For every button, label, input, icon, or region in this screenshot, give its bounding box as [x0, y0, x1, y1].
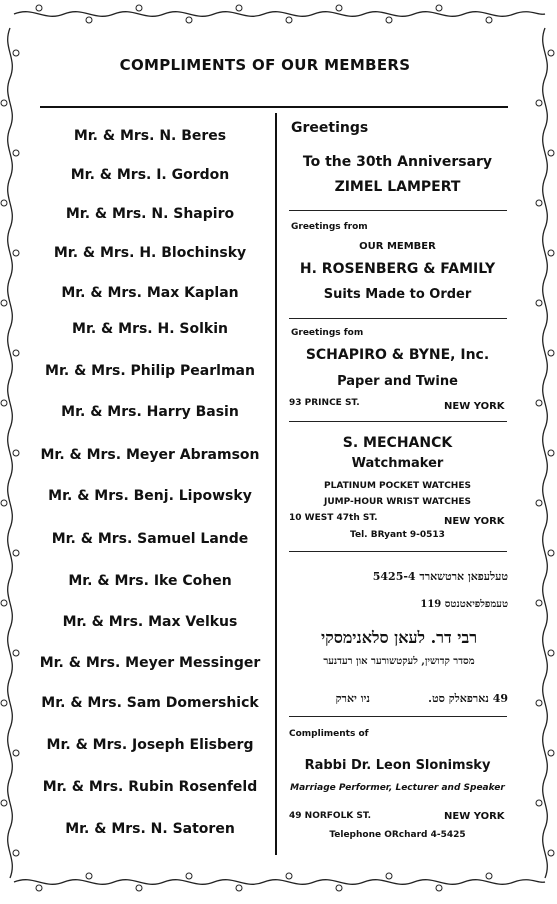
ad-line: OUR MEMBER [359, 241, 436, 252]
ad-line: ZIMEL LAMPERT [334, 179, 461, 195]
ad-city: ניו יארק [335, 692, 370, 705]
ad-greeting: Greetings [291, 120, 369, 136]
ad-tagline: Suits Made to Order [323, 287, 472, 302]
ad-divider [289, 318, 507, 319]
ad-line: מסדר קדושין, לעקטשורער און רעדנער [323, 656, 475, 667]
ad-divider [289, 716, 507, 717]
member-name: Mr. & Mrs. Joseph Elisberg [46, 737, 254, 753]
member-name: Mr. & Mrs. Meyer Messinger [39, 655, 261, 671]
ad-phone: Tel. BRyant 9-0513 [350, 530, 445, 540]
member-name: Mr. & Mrs. N. Shapiro [65, 206, 235, 222]
member-name: Mr. & Mrs. Sam Domershick [41, 695, 259, 711]
ad-address: 49 נארפאלק סט. [428, 692, 508, 705]
member-name: Mr. & Mrs. N. Beres [73, 128, 227, 144]
ad-tagline: Paper and Twine [337, 374, 458, 389]
member-name: Mr. & Mrs. Max Kaplan [61, 285, 239, 301]
ad-divider [289, 421, 507, 422]
ad-city: NEW YORK [444, 811, 505, 822]
ad-divider [289, 210, 507, 211]
ad-address: טעמפלפיאטנטס 119 [420, 599, 508, 610]
ad-tagline: Watchmaker [351, 456, 444, 471]
border-vine-left [8, 28, 13, 878]
ad-business-name: H. ROSENBERG & FAMILY [299, 261, 496, 277]
title-divider [40, 106, 508, 108]
ad-line: Marriage Performer, Lecturer and Speaker [290, 783, 505, 793]
member-name: Mr. & Mrs. Max Velkus [62, 614, 238, 630]
ad-line: PLATINUM POCKET WATCHES [324, 481, 471, 491]
border-vine-right [543, 28, 548, 878]
ad-line: JUMP-HOUR WRIST WATCHES [324, 497, 471, 507]
member-name: Mr. & Mrs. Rubin Rosenfeld [42, 779, 258, 795]
ad-address: 10 WEST 47th ST. [289, 513, 378, 523]
member-name: Mr. & Mrs. Meyer Abramson [40, 447, 260, 463]
ad-divider [289, 551, 507, 552]
member-name: Mr. & Mrs. Harry Basin [61, 404, 239, 420]
member-name: Mr. & Mrs. Philip Pearlman [45, 363, 255, 379]
ad-business-name: Rabbi Dr. Leon Slonimsky [304, 758, 491, 773]
ad-greeting: Greetings fom [291, 328, 364, 338]
ad-greeting: Compliments of [289, 729, 369, 739]
ad-business-name: רבי דר. לעאן סלאנימסקי [320, 628, 478, 647]
member-name: Mr. & Mrs. N. Satoren [65, 821, 235, 837]
border-vine-bottom [14, 880, 545, 885]
ad-phone: טעלעפאן ארטשארד 5425-4 [372, 570, 508, 583]
member-name: Mr. & Mrs. Benj. Lipowsky [48, 488, 252, 504]
member-name: Mr. & Mrs. H. Solkin [72, 321, 228, 337]
ad-address: 93 PRINCE ST. [289, 398, 360, 408]
member-name: Mr. & Mrs. Samuel Lande [51, 531, 249, 547]
ad-city: NEW YORK [444, 401, 505, 412]
ad-business-name: S. MECHANCK [342, 435, 453, 451]
ad-city: NEW YORK [444, 516, 505, 527]
ad-address: 49 NORFOLK ST. [289, 811, 372, 821]
ad-phone: Telephone ORchard 4-5425 [329, 830, 466, 840]
border-vine-top [14, 12, 545, 17]
page-title: COMPLIMENTS OF OUR MEMBERS [119, 56, 411, 74]
ad-greeting: Greetings from [291, 222, 368, 232]
ad-business-name: SCHAPIRO & BYNE, Inc. [305, 347, 490, 363]
member-name: Mr. & Mrs. I. Gordon [70, 167, 230, 183]
column-divider [275, 113, 277, 855]
member-name: Mr. & Mrs. H. Blochinsky [53, 245, 247, 261]
member-name: Mr. & Mrs. Ike Cohen [68, 573, 232, 589]
ad-line: To the 30th Anniversary [302, 154, 493, 170]
